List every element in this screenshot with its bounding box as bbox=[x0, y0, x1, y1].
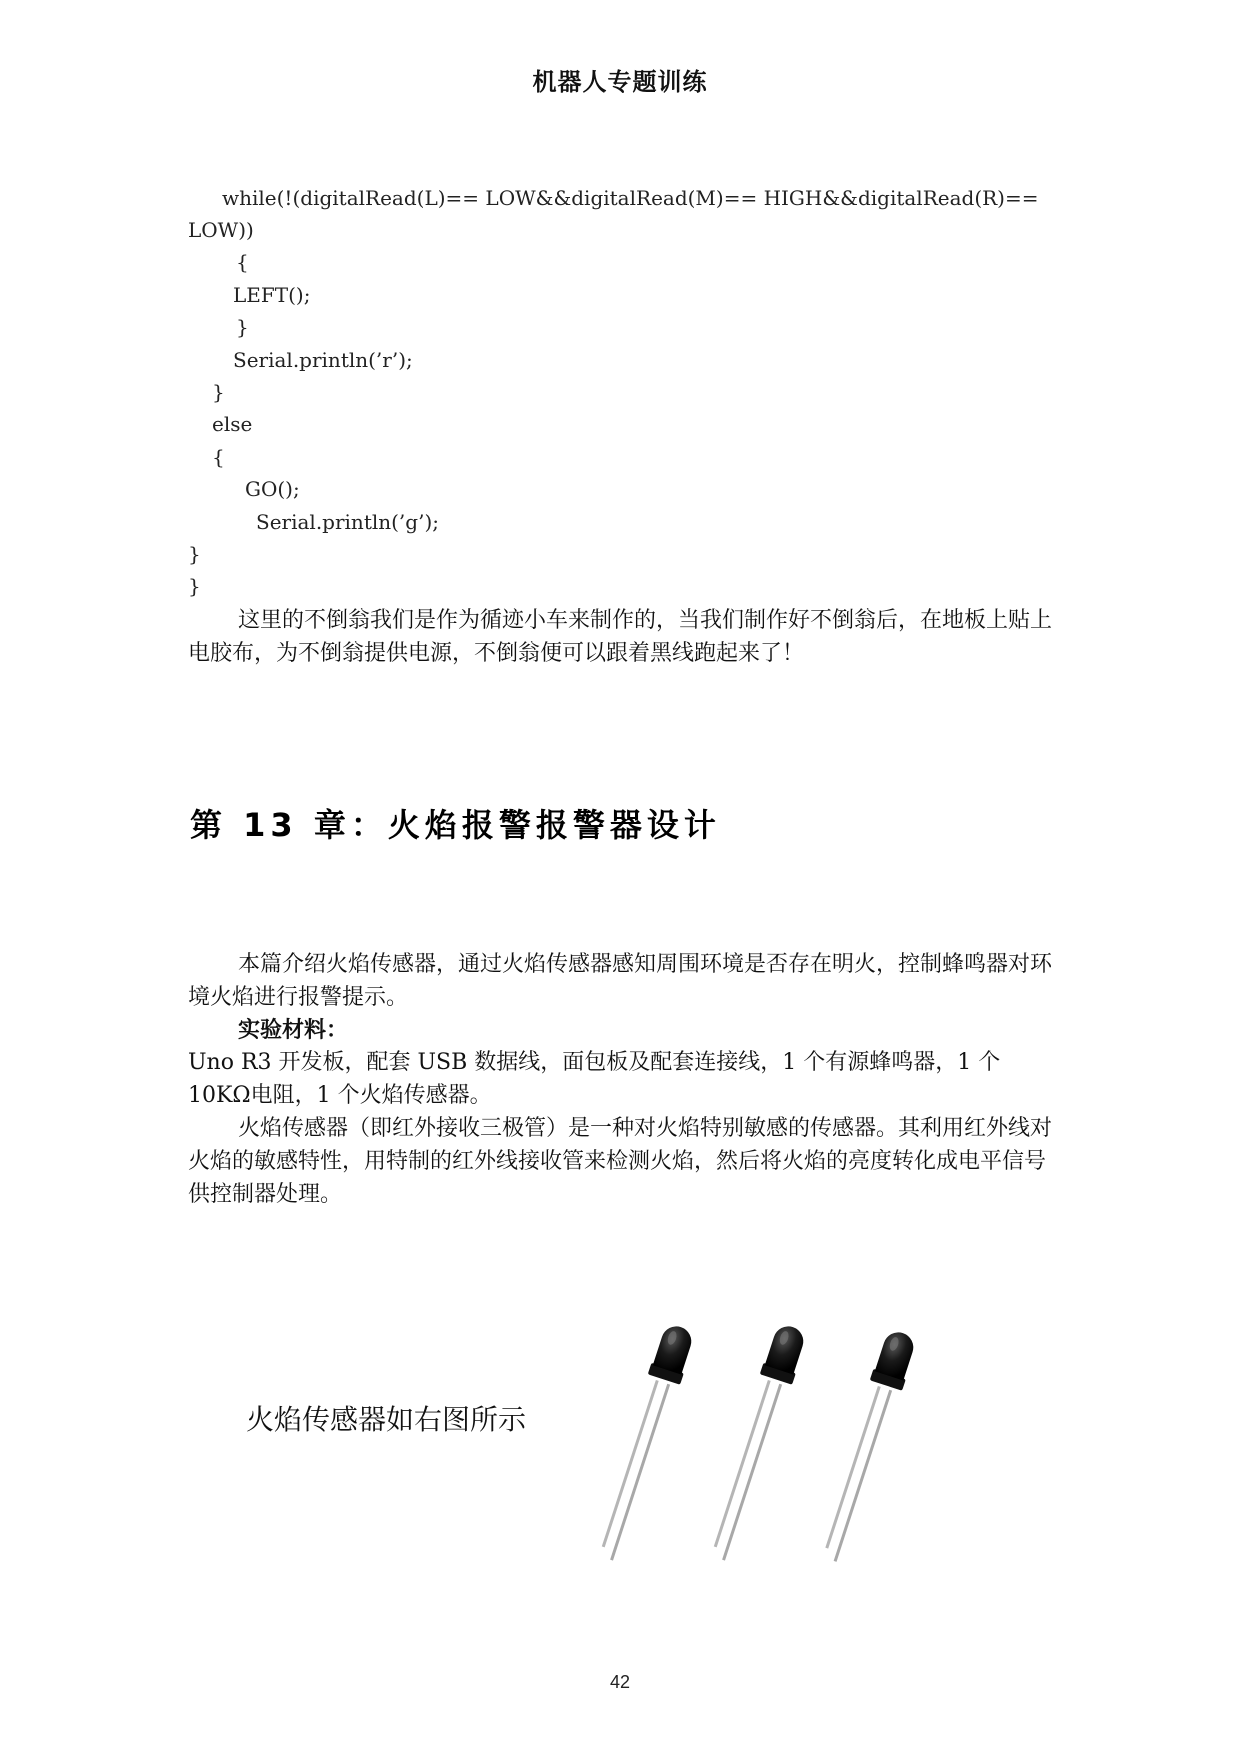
code-line: else bbox=[212, 412, 253, 436]
code-line: } bbox=[236, 315, 249, 339]
materials-paragraph: Uno R3 开发板，配套 USB 数据线，面包板及配套连接线，1 个有源蜂鸣器，1 个 10KΩ电阻，1 个火焰传感器。 bbox=[188, 1050, 1001, 1108]
flame-sensor-3 bbox=[813, 1328, 919, 1565]
code-line: LEFT(); bbox=[233, 283, 311, 307]
figure-caption: 火焰传感器如右图所示 bbox=[246, 1403, 527, 1436]
code-line: } bbox=[212, 380, 225, 404]
code-line: { bbox=[236, 250, 249, 274]
page-number: 42 bbox=[609, 1672, 631, 1692]
materials-label: 实验材料： bbox=[238, 1017, 349, 1043]
flame-sensor-1 bbox=[590, 1322, 697, 1564]
code-line: { bbox=[212, 445, 225, 469]
code-line: } bbox=[188, 574, 201, 598]
code-line: Serial.println(’r’); bbox=[233, 348, 413, 372]
page-header-title: 机器人专题训练 bbox=[532, 68, 708, 96]
code-line: LOW)) bbox=[188, 218, 254, 242]
chapter-title: 第 13 章：火焰报警报警器设计 bbox=[190, 806, 721, 844]
conclusion-paragraph: 这里的不倒翁我们是作为循迹小车来制作的，当我们制作好不倒翁后，在地板上贴上电胶布，为不倒翁提供电源，不倒翁便可以跟着黑线跑起来了！ bbox=[188, 608, 1053, 666]
intro-paragraph: 本篇介绍火焰传感器，通过火焰传感器感知周围环境是否存在明火，控制蜂鸣器对环境火焰进行报警提示。 bbox=[188, 952, 1053, 1010]
flame-sensor-2 bbox=[702, 1322, 809, 1564]
code-line: } bbox=[188, 542, 201, 566]
sensor-description-paragraph: 火焰传感器（即红外接收三极管）是一种对火焰特别敏感的传感器。其利用红外线对火焰的敏感特性，用特制的红外线接收管来检测火焰，然后将火焰的亮度转化成电平信号供控制器处理。 bbox=[188, 1116, 1053, 1207]
flame-sensor-photo-icon bbox=[580, 1320, 980, 1570]
code-line: Serial.println(’g’); bbox=[256, 510, 439, 534]
code-line: GO(); bbox=[245, 477, 300, 501]
code-line: while(!(digitalRead(L)== LOW&&digitalRead(M)== HIGH&&digitalRead(R)== bbox=[222, 186, 1039, 210]
